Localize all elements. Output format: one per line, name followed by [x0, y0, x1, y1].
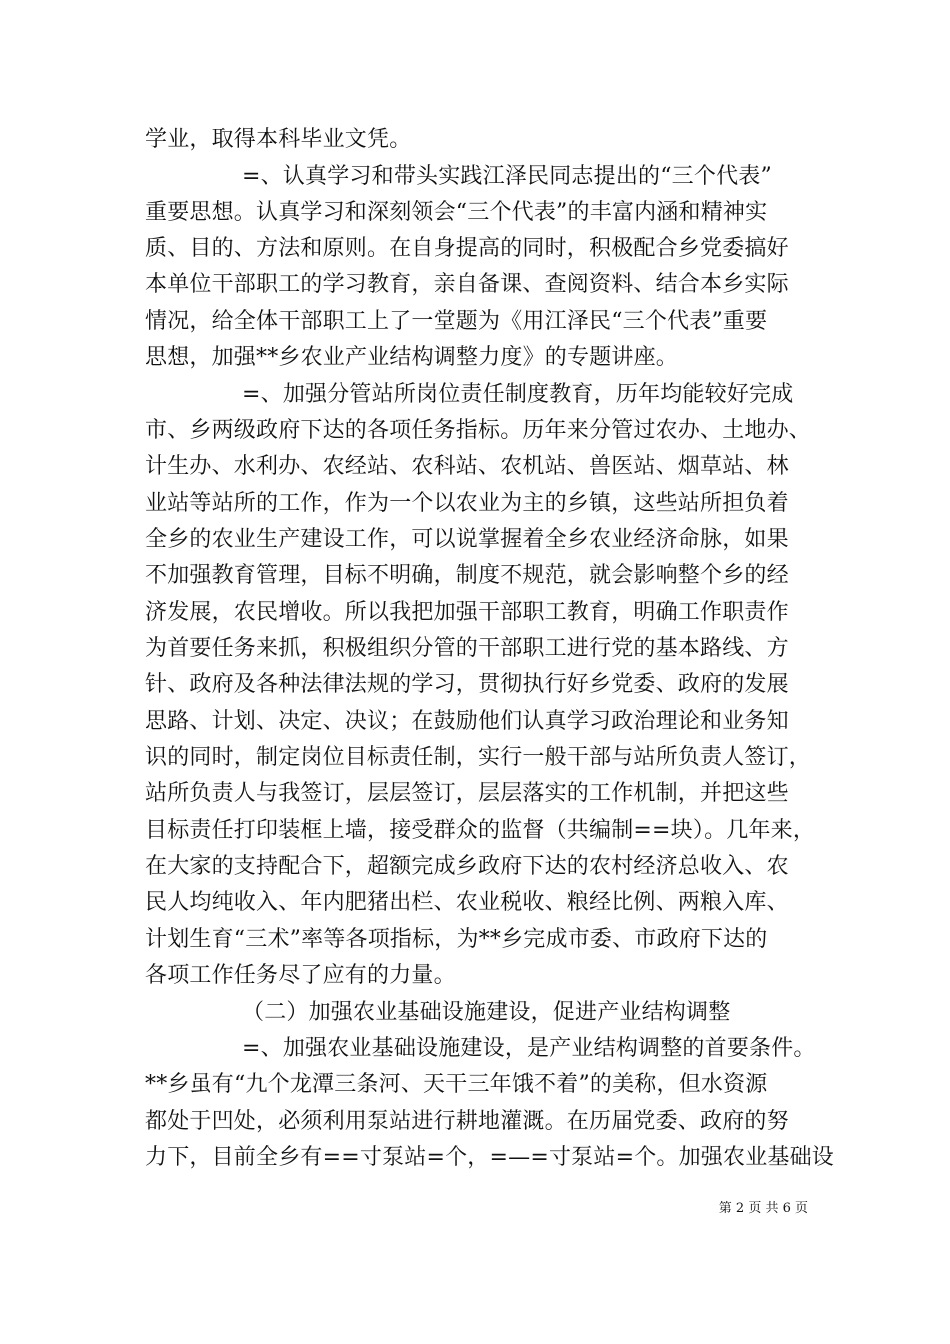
text-line: 本单位干部职工的学习教育，亲自备课、查阅资料、结合本乡实际: [145, 272, 789, 297]
text-line: 思想，加强**乡农业产业结构调整力度》的专题讲座。: [145, 345, 679, 370]
text-line: 济发展，农民增收。所以我把加强干部职工教育，明确工作职责作: [145, 600, 789, 625]
text-line: 各项工作任务尽了应有的力量。: [145, 963, 456, 988]
text-line: 目标责任打印装框上墙，接受群众的监督（共编制==块）。几年来，: [145, 818, 816, 843]
text-line: 针、政府及各种法律法规的学习，贯彻执行好乡党委、政府的发展: [145, 672, 789, 697]
text-line: 力下，目前全乡有==寸泵站=个，=—=寸泵站=个。加强农业基础设: [145, 1145, 835, 1170]
text-line: 在大家的支持配合下，超额完成乡政府下达的农村经济总收入、农: [145, 854, 789, 879]
text-line: 学业，取得本科毕业文凭。: [145, 127, 412, 152]
section-heading: （二）加强农业基础设施建设，促进产业结构调整: [242, 1000, 731, 1025]
text-line: 计生办、水利办、农经站、农科站、农机站、兽医站、烟草站、林: [145, 454, 789, 479]
text-line: 全乡的农业生产建设工作，可以说掌握着全乡农业经济命脉，如果: [145, 527, 789, 552]
text-line: =、加强农业基础设施建设，是产业结构调整的首要条件。: [242, 1036, 816, 1061]
text-line: 业站等站所的工作，作为一个以农业为主的乡镇，这些站所担负着: [145, 491, 789, 516]
text-line: **乡虽有“九个龙潭三条河、天干三年饿不着”的美称，但水资源: [145, 1072, 768, 1097]
text-line: 站所负责人与我签订，层层签订，层层落实的工作机制，并把这些: [145, 781, 789, 806]
text-line: 思路、计划、决定、决议；在鼓励他们认真学习政治理论和业务知: [145, 709, 789, 734]
text-line: =、加强分管站所岗位责任制度教育，历年均能较好完成: [242, 382, 794, 407]
text-line: 识的同时，制定岗位目标责任制，实行一般干部与站所负责人签订，: [145, 745, 812, 770]
text-line: 为首要任务来抓，积极组织分管的干部职工进行党的基本路线、方: [145, 636, 789, 661]
text-line: 民人均纯收入、年内肥猪出栏、农业税收、粮经比例、两粮入库、: [145, 890, 789, 915]
text-line: 不加强教育管理，目标不明确，制度不规范，就会影响整个乡的经: [145, 563, 789, 588]
text-line: 质、目的、方法和原则。在自身提高的同时，积极配合乡党委搞好: [145, 236, 789, 261]
page-number-footer: 第 2 页 共 6 页: [718, 1201, 808, 1216]
text-line: 计划生育“三术”率等各项指标，为**乡完成市委、市政府下达的: [145, 927, 768, 952]
text-line: 重要思想。认真学习和深刻领会“三个代表”的丰富内涵和精神实: [145, 200, 768, 225]
text-line: 情况，给全体干部职工上了一堂题为《用江泽民“三个代表”重要: [145, 309, 768, 334]
text-line: 都处于凹处，必须利用泵站进行耕地灌溉。在历届党委、政府的努: [145, 1109, 789, 1134]
text-line: 市、乡两级政府下达的各项任务指标。历年来分管过农办、土地办、: [145, 418, 812, 443]
text-line: =、认真学习和带头实践江泽民同志提出的“三个代表”: [242, 164, 772, 189]
